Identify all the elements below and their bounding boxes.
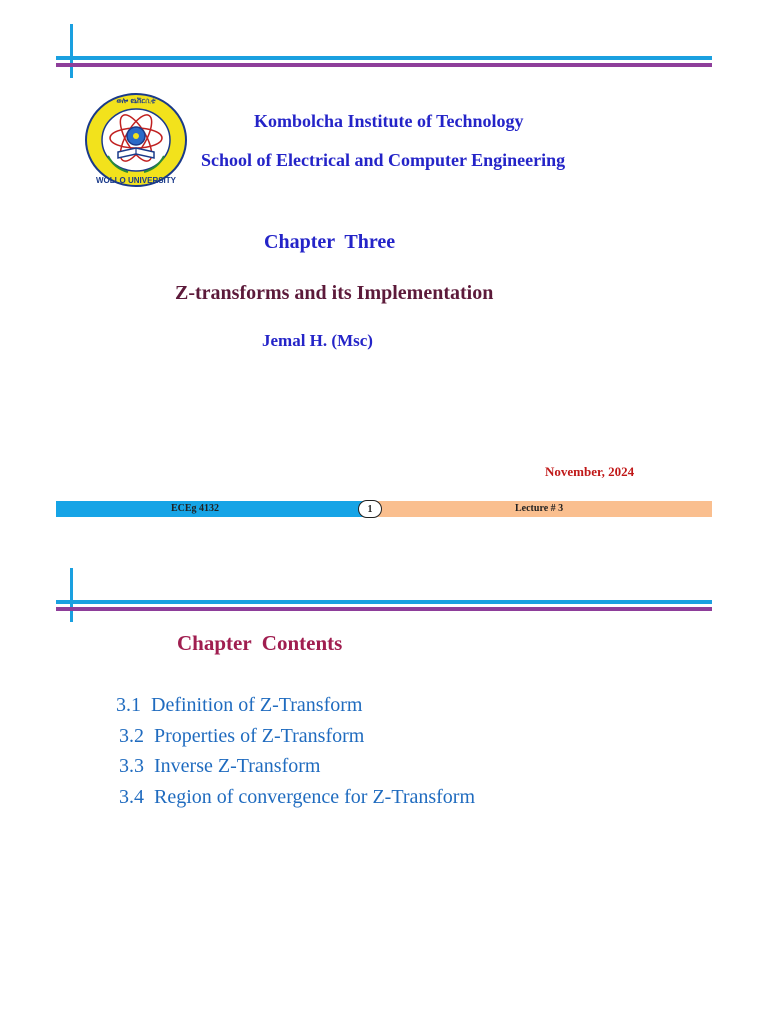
slide1-header-bar-purple [56,63,712,67]
course-code: ECEg 4132 [171,503,220,514]
presentation-date: November, 2024 [545,464,635,479]
university-seal-icon [84,92,188,188]
logo-top-text: ወሎ ዩኒቨርሲቲ [116,97,156,105]
chapter-label: Chapter Three [264,231,396,253]
logo-bottom-text: WOLLO UNIVERSITY [96,176,176,185]
slide2-header-bar-blue [56,600,712,604]
contents-item-2: 3.2 Properties of Z-Transform [119,725,365,747]
slide2-header-bar-purple [56,607,712,611]
slide1-header-bar-blue [56,56,712,60]
page-number: 1 [358,500,382,518]
school-name: School of Electrical and Computer Engineering [201,150,566,170]
contents-item-3: 3.3 Inverse Z-Transform [119,755,321,777]
lecture-number: Lecture # 3 [515,503,564,514]
slide-title: Z-transforms and its Implementation [175,282,494,304]
contents-item-1: 3.1 Definition of Z-Transform [116,694,363,716]
contents-heading: Chapter Contents [177,631,343,655]
institute-name: Kombolcha Institute of Technology [254,111,524,131]
slide2-vertical-accent [70,568,73,622]
slide1-vertical-accent [70,24,73,78]
contents-item-4: 3.4 Region of convergence for Z-Transform [119,786,476,808]
author-name: Jemal H. (Msc) [262,331,373,350]
